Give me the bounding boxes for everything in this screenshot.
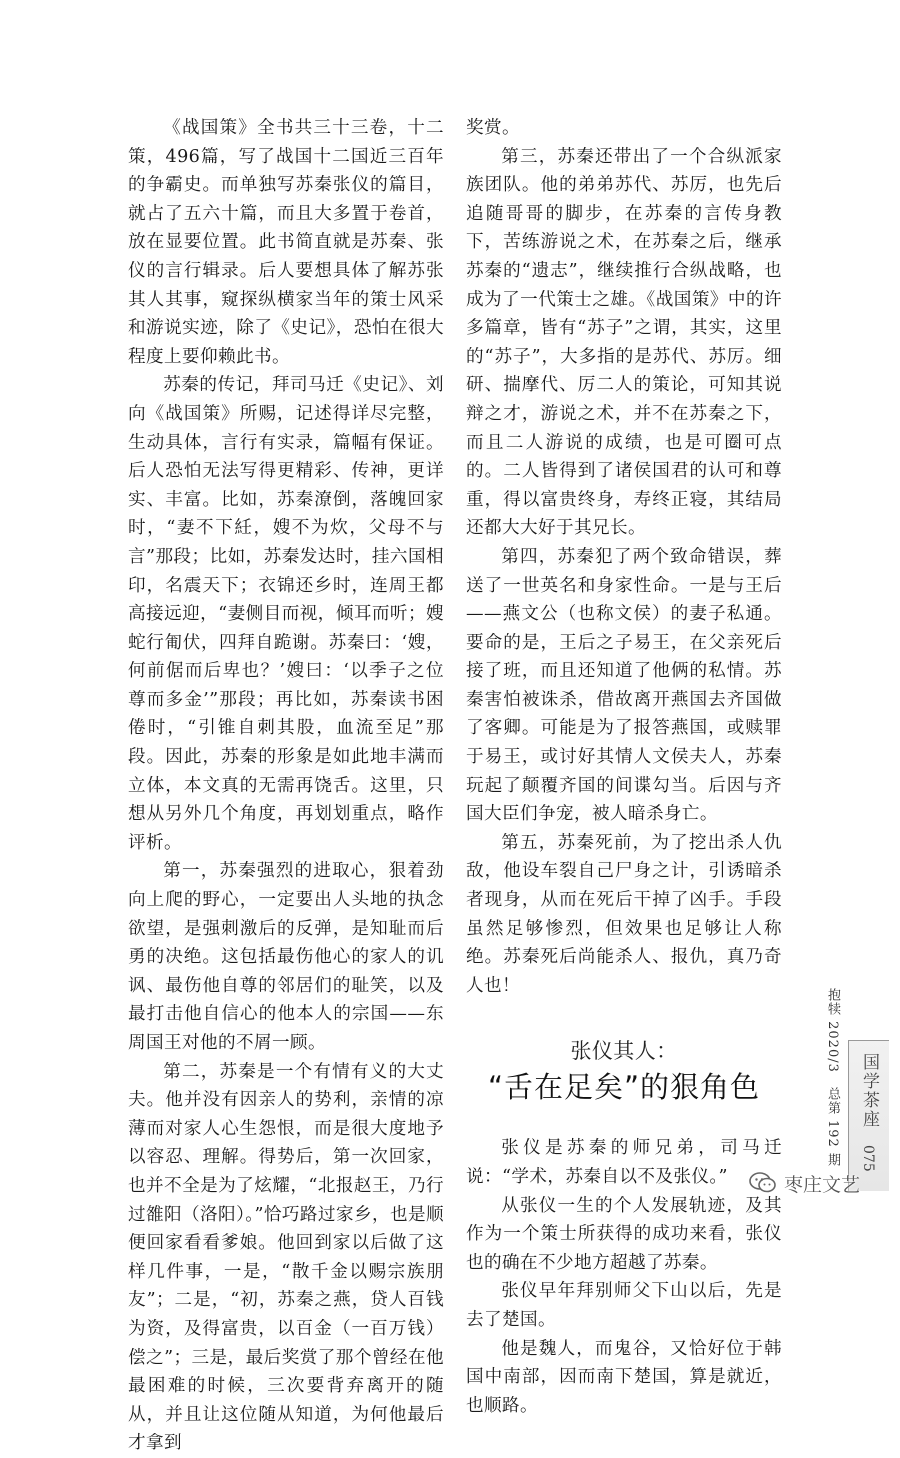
paragraph: 张仪是苏秦的师兄弟，司马迁说：“学术，苏秦自以不及张仪。” xyxy=(466,1138,782,1187)
paragraph: 第三，苏秦还带出了一个合纵派家族团队。他的弟弟苏代、苏厉，也先后追随哥哥的脚步，在苏秦的言传身教下，苦练游说之术，在苏秦之后，继承苏秦的“遗志”，继续推行合纵战略，也成为了一代策士之雄。《战国策》中的许多篇章，皆有“苏子”之谓，其实，这里的“苏子”，大多指的是苏代、苏厉。细研、揣摩代、厉二人的策论，可知其说辩之才，游说之术，并不在苏秦之下，而且二人游说的成绩，也是可圈可点的。二人皆得到了诸侯国君的认可和尊重，得以富贵终身，寿终正寝，其结局还都大大好于其兄长。 xyxy=(466,146,782,539)
column-tab-label: 国学茶座 xyxy=(859,1053,879,1129)
section-headline: “舌在足矣”的狠角色 xyxy=(487,1070,761,1105)
paragraph: 从张仪一生的个人发展轨迹，及其作为一个策士所获得的成功来看，张仪也的确在不少地方超越了苏秦。 xyxy=(466,1195,782,1273)
paragraph: 张仪早年拜别师父下山以后，先是去了楚国。 xyxy=(466,1281,782,1330)
right-column xyxy=(466,114,782,1420)
section-kicker: 张仪其人： xyxy=(570,1039,678,1064)
paragraph: 他是魏人，而鬼谷，又恰好位于韩国中南部，因而南下楚国，算是就近，也顺路。 xyxy=(466,1338,782,1416)
paragraph: 第一，苏秦强烈的进取心，狠着劲向上爬的野心，一定要出人头地的执念欲望，是强刺激后的反弹，是知耻而后勇的决绝。这包括最伤他心的家人的讥讽、最伤他自尊的邻居们的耻笑，以及最打击他自信心的他本人的宗国——东周国王对他的不屑一顾。 xyxy=(128,861,444,1053)
paragraph: 第五，苏秦死前，为了挖出杀人仇敌，他设车裂自己尸身之计，引诱暗杀者现身，从而在死后干掉了凶手。手段虽然足够惨烈，但效果也足够让人称绝。苏秦死后尚能杀人、报仇，真乃奇人也！ xyxy=(466,832,782,996)
paragraph: 《战国策》全书共三十三卷，十二策，496篇，写了战国十二国近三百年的争霸史。而单独写苏秦张仪的篇目，就占了五六十篇，而且大多置于卷首，放在显要位置。此书简直就是苏秦、张仪的言行辑录。后人要想具体了解苏张其人其事，窥探纵横家当年的策士风采和游说实迹，除了《史记》，恐怕在很大程度上要仰赖此书。 xyxy=(128,118,444,367)
paragraph: 第四，苏秦犯了两个致命错误，葬送了一世英名和身家性命。一是与王后——燕文公（也称文侯）的妻子私通。要命的是，王后之子易王，在父亲死后接了班，而且还知道了他俩的私情。苏秦害怕被诛杀，借故离开燕国去齐国做了客卿。可能是为了报答燕国，或赎罪于易王，或讨好其情人文侯夫人，苏秦玩起了颠覆齐国的间谍勾当。后因与齐国大臣们争宠，被人暗杀身亡。 xyxy=(466,546,782,825)
paragraph: 苏秦的传记，拜司马迁《史记》、刘向《战国策》所赐，记述得详尽完整，生动具体，言行有实录，篇幅有保证。后人恐怕无法写得更精彩、传神，更详实、丰富。比如，苏秦潦倒，落魄回家时，“妻不下紝，嫂不为炊，父母不与言”那段；比如，苏秦发达时，挂六国相印，名震天下；衣锦还乡时，连周王都高接远迎，“妻侧目而视，倾耳而听；嫂蛇行匍伏，四拜自跪谢。苏秦曰：‘嫂，何前倨而后卑也？’嫂曰：‘以季子之位尊而多金’”那段；再比如，苏秦读书困倦时，“引锥自刺其股，血流至足”那段。因此，苏秦的形象是如此地丰满而立体，本文真的无需再饶舌。这里，只想从另外几个角度，再划划重点，略作评析。 xyxy=(128,375,444,853)
right-paragraphs-after xyxy=(466,1134,782,1420)
section-title xyxy=(466,1036,782,1108)
right-paragraphs-before xyxy=(466,114,782,1000)
paragraph: 第二，苏秦是一个有情有义的大丈夫。他并没有因亲人的势利，亲情的凉薄而对家人心生怨恨，而是很大度地予以容忍、理解。得势后，第一次回家，也并不全是为了炫耀，“北报赵王，乃行过雒阳（洛阳）。”恰巧路过家乡，也是顺便回家看看爹娘。他回到家以后做了这样几件事，一是，“散千金以赐宗族朋友”；二是，“初，苏秦之燕，贷人百钱为资，及得富贵，以百金（一百万钱）偿之”；三是，最后奖赏了那个曾经在他最困难的时候，三次要背弃离开的随从，并且让这位随从知道，为何他最后才拿到 xyxy=(128,1061,444,1454)
page-number: 075 xyxy=(860,1145,876,1172)
left-column xyxy=(128,114,444,1458)
issue-info: 抱犊 2020/3 总第 192 期 xyxy=(825,988,840,1167)
wechat-icon xyxy=(748,1171,778,1195)
watermark-text: 枣庄文艺 xyxy=(784,1173,861,1196)
paragraph: 奖赏。 xyxy=(466,118,520,138)
watermark xyxy=(748,1168,860,1198)
